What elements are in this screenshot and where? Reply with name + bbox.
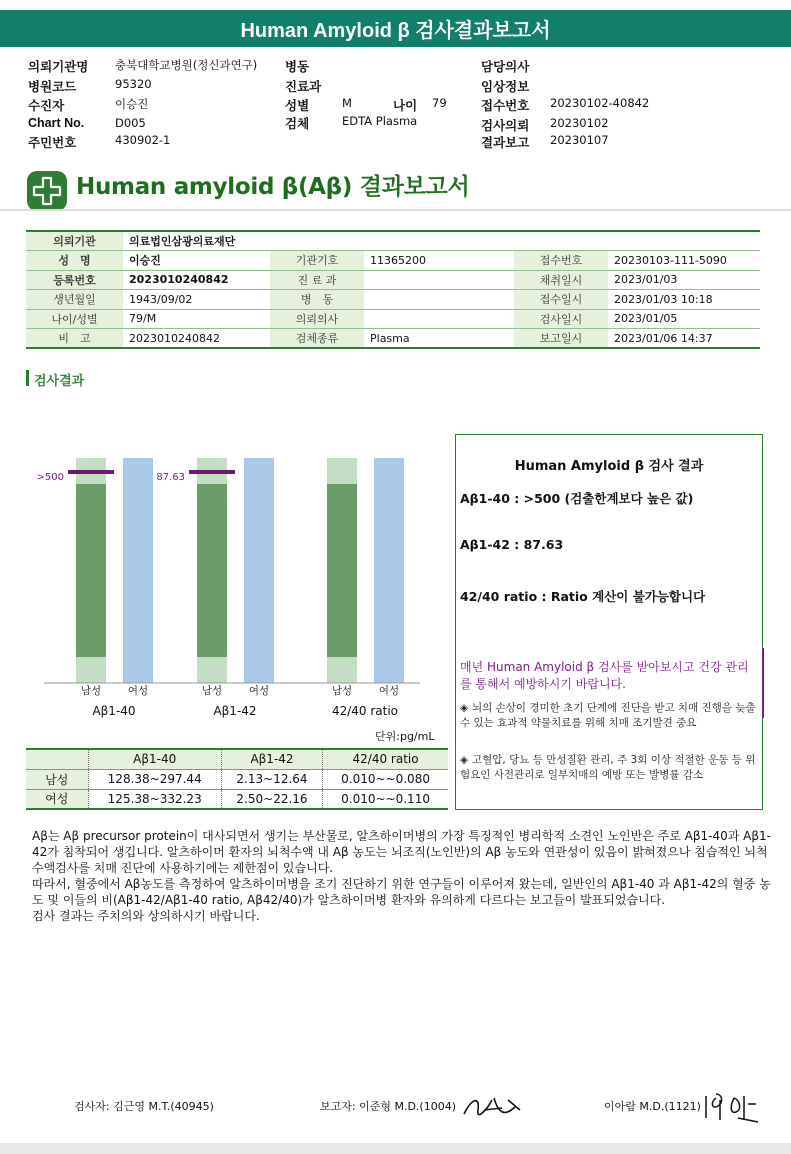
ref-cell: 0.010~~0.110 bbox=[323, 789, 448, 809]
patient-info-table bbox=[26, 230, 760, 349]
info-value: 2023010240842 bbox=[123, 270, 270, 290]
info-value: 2023/01/06 14:37 bbox=[608, 329, 760, 349]
ref-row-label: 남성 bbox=[26, 769, 88, 789]
diamond-bullet-icon: ◈ bbox=[460, 702, 469, 714]
info-label: 진 료 과 bbox=[270, 270, 364, 290]
male-reference-range-bar bbox=[76, 484, 106, 657]
header-label: 진료과 bbox=[285, 80, 322, 94]
paragraph: Aβ는 Aβ precursor protein이 대사되면서 생기는 부산물로, 알츠하이머병의 가장 특징적인 병리학적 소견인 노인반은 주로 Aβ1-40과 Aβ1-42가 침착되어 생깁니다. 알츠하이머 환자의 뇌척수액 내 Aβ 농도는 뇌조직(노인반)의 Aβ 농도와 연관성이 있음이 밝혀졌으나 침습적인 뇌척수액검사를 치매 진단에 사용하기에는 제한점이 있습니다. bbox=[32, 829, 771, 875]
doctor-signature bbox=[700, 1088, 764, 1128]
header-value: 79 bbox=[432, 96, 447, 110]
header-label: 검사의뢰 bbox=[481, 119, 530, 133]
header-label: 접수번호 bbox=[481, 99, 530, 113]
clinic-cross-logo-icon bbox=[26, 170, 68, 212]
sex-tick-label: 여성 bbox=[248, 685, 270, 697]
info-label: 등록번호 bbox=[26, 270, 123, 290]
info-value bbox=[364, 309, 514, 329]
patient-value-marker bbox=[189, 470, 235, 474]
info-value: 2023/01/03 bbox=[608, 270, 760, 290]
reference-table bbox=[26, 748, 448, 810]
info-label: 기관기호 bbox=[270, 251, 364, 271]
paragraph: 검사 결과는 주치의와 상의하시기 바랍니다. bbox=[32, 909, 260, 923]
result-ab42: Aβ1-42 : 87.63 bbox=[460, 537, 564, 552]
info-label: 성 명 bbox=[26, 251, 123, 271]
ref-header: 42/40 ratio bbox=[323, 749, 448, 769]
reference-range-chart bbox=[0, 440, 450, 725]
section-title: 검사결과 bbox=[34, 374, 85, 389]
section-marker bbox=[26, 370, 29, 386]
table-row bbox=[26, 769, 448, 789]
info-value: 의료법인삼광의료재단 bbox=[123, 231, 760, 251]
sex-tick-label: 남성 bbox=[80, 685, 102, 697]
tester-signature-label: 검사자: 김근영 M.T.(40945) bbox=[74, 1100, 214, 1113]
result-box-title: Human Amyloid β 검사 결과 bbox=[514, 459, 704, 474]
header-value: D005 bbox=[115, 116, 146, 130]
ref-row-label: 여성 bbox=[26, 789, 88, 809]
table-row bbox=[26, 309, 760, 329]
header-label: 검체 bbox=[285, 117, 310, 131]
header-label: 임상정보 bbox=[481, 80, 530, 94]
header-label: 병원코드 bbox=[28, 80, 77, 94]
info-label: 의뢰기관 bbox=[26, 231, 123, 251]
header-label: 의뢰기관명 bbox=[28, 60, 89, 74]
sex-tick-label: 남성 bbox=[331, 685, 353, 697]
info-label: 나이/성별 bbox=[26, 309, 123, 329]
header-value: 20230102-40842 bbox=[550, 96, 650, 110]
header-label: 병동 bbox=[285, 60, 310, 74]
table-row bbox=[26, 789, 448, 809]
table-row bbox=[26, 749, 448, 769]
title-divider bbox=[0, 209, 791, 211]
ref-cell: 128.38~297.44 bbox=[88, 769, 221, 789]
top-banner-title: Human Amyloid β 검사결과보고서 bbox=[0, 10, 791, 47]
header-label: 결과보고 bbox=[481, 136, 530, 150]
info-label: 검사일시 bbox=[514, 309, 608, 329]
female-reference-bar bbox=[123, 458, 153, 683]
bullet-item bbox=[460, 753, 760, 783]
female-reference-bar bbox=[244, 458, 274, 683]
patient-value-marker bbox=[68, 470, 114, 474]
result-summary-box bbox=[455, 434, 763, 810]
ref-cell: 2.50~22.16 bbox=[221, 789, 322, 809]
header-value: 95320 bbox=[115, 77, 152, 91]
info-value: 이승진 bbox=[123, 251, 270, 271]
header-value: 430902-1 bbox=[115, 133, 171, 147]
result-ratio: 42/40 ratio : Ratio 계산이 불가능합니다 bbox=[460, 589, 706, 604]
category-label: Aβ1-42 bbox=[213, 704, 257, 718]
male-reference-range-bar bbox=[197, 484, 227, 657]
category-label: Aβ1-40 bbox=[92, 704, 136, 718]
header-label: 주민번호 bbox=[28, 136, 77, 150]
info-value: 20230103-111-5090 bbox=[608, 251, 760, 271]
explanation-text bbox=[32, 828, 772, 924]
info-value: 79/M bbox=[123, 309, 270, 329]
table-row bbox=[26, 290, 760, 310]
paragraph: 따라서, 혈중에서 Aβ농도를 측정하여 알츠하이머병을 조기 진단하기 위한 연구들이 이루어져 왔는데, 일반인의 Aβ1-40 과 Aβ1-42의 혈중 농도 및 이들의 비(Aβ1-42/Aβ1-40 ratio, Aβ42/40)가 알츠하이머병 환자와 유의하게 다르다는 보고들이 발표되었습니다. bbox=[32, 877, 771, 907]
info-label: 검체종류 bbox=[270, 329, 364, 349]
header-label: 성별 bbox=[285, 99, 310, 113]
info-label: 의뢰의사 bbox=[270, 309, 364, 329]
table-row bbox=[26, 329, 760, 349]
report-title: Human amyloid β(Aβ) 결과보고서 bbox=[76, 174, 470, 200]
info-value: 2023/01/03 10:18 bbox=[608, 290, 760, 310]
ref-header: Aβ1-42 bbox=[221, 749, 322, 769]
table-row bbox=[26, 251, 760, 271]
diamond-bullet-icon: ◈ bbox=[460, 754, 469, 766]
bottom-strip bbox=[0, 1143, 791, 1154]
sex-tick-label: 여성 bbox=[378, 685, 400, 697]
info-label: 접수일시 bbox=[514, 290, 608, 310]
info-value: 2023010240842 bbox=[123, 329, 270, 349]
header-value: EDTA Plasma bbox=[342, 114, 418, 128]
info-label: 생년월일 bbox=[26, 290, 123, 310]
info-label: 채취일시 bbox=[514, 270, 608, 290]
ref-cell: 2.13~12.64 bbox=[221, 769, 322, 789]
header-value: 20230107 bbox=[550, 133, 609, 147]
ref-cell: 0.010~~0.080 bbox=[323, 769, 448, 789]
header-value: 20230102 bbox=[550, 116, 609, 130]
male-reference-range-bar bbox=[327, 484, 357, 657]
sex-tick-label: 여성 bbox=[127, 685, 149, 697]
header-label: 담당의사 bbox=[481, 60, 530, 74]
sex-tick-label: 남성 bbox=[201, 685, 223, 697]
info-label: 비 고 bbox=[26, 329, 123, 349]
ref-cell: 125.38~332.23 bbox=[88, 789, 221, 809]
reporter-signature-label: 보고자: 이준형 M.D.(1004) bbox=[320, 1100, 456, 1113]
advice-text: 매년 Human Amyloid β 검사를 받아보시고 건강 관리를 통해서 예방하시기 바랍니다. bbox=[460, 660, 749, 691]
header-value: 충북대학교병원(정신과연구) bbox=[115, 58, 258, 72]
ref-header: Aβ1-40 bbox=[88, 749, 221, 769]
table-row bbox=[26, 231, 760, 251]
bullet-text: 고혈압, 당뇨 등 만성질환 관리, 주 3회 이상 적절한 운동 등 위험요인 사전관리로 일부치매의 예방 또는 발병률 감소 bbox=[460, 754, 756, 781]
ref-header bbox=[26, 749, 88, 769]
patient-value-label: 87.63 bbox=[156, 472, 185, 483]
reporter-signature bbox=[458, 1088, 528, 1128]
result-ab40: Aβ1-40 : >500 (검출한계보다 높은 값) bbox=[460, 491, 694, 506]
info-label: 병 동 bbox=[270, 290, 364, 310]
header-label: Chart No. bbox=[28, 116, 85, 130]
category-label: 42/40 ratio bbox=[331, 704, 399, 718]
info-value bbox=[364, 270, 514, 290]
bullet-item bbox=[460, 701, 760, 731]
info-label: 보고일시 bbox=[514, 329, 608, 349]
bullet-text: 뇌의 손상이 경미한 초기 단계에 진단을 받고 치매 진행을 늦출 수 있는 효과적 약물치료를 위해 치매 조기발견 중요 bbox=[460, 702, 756, 729]
header-value: M bbox=[342, 96, 352, 110]
info-value: 1943/09/02 bbox=[123, 290, 270, 310]
header-label: 수진자 bbox=[28, 99, 65, 113]
side-accent-line bbox=[762, 648, 764, 718]
info-value: 11365200 bbox=[364, 251, 514, 271]
female-reference-bar bbox=[374, 458, 404, 683]
header-label: 나이 bbox=[393, 99, 418, 113]
info-label: 접수번호 bbox=[514, 251, 608, 271]
table-row bbox=[26, 270, 760, 290]
patient-value-label: >500 bbox=[36, 472, 64, 483]
unit-label: 단위:pg/mL bbox=[375, 730, 435, 743]
doctor-signature-label: 이아람 M.D.(1121) bbox=[604, 1100, 701, 1113]
info-value bbox=[364, 290, 514, 310]
info-value: Plasma bbox=[364, 329, 514, 349]
info-value: 2023/01/05 bbox=[608, 309, 760, 329]
header-value: 이승진 bbox=[115, 97, 149, 111]
